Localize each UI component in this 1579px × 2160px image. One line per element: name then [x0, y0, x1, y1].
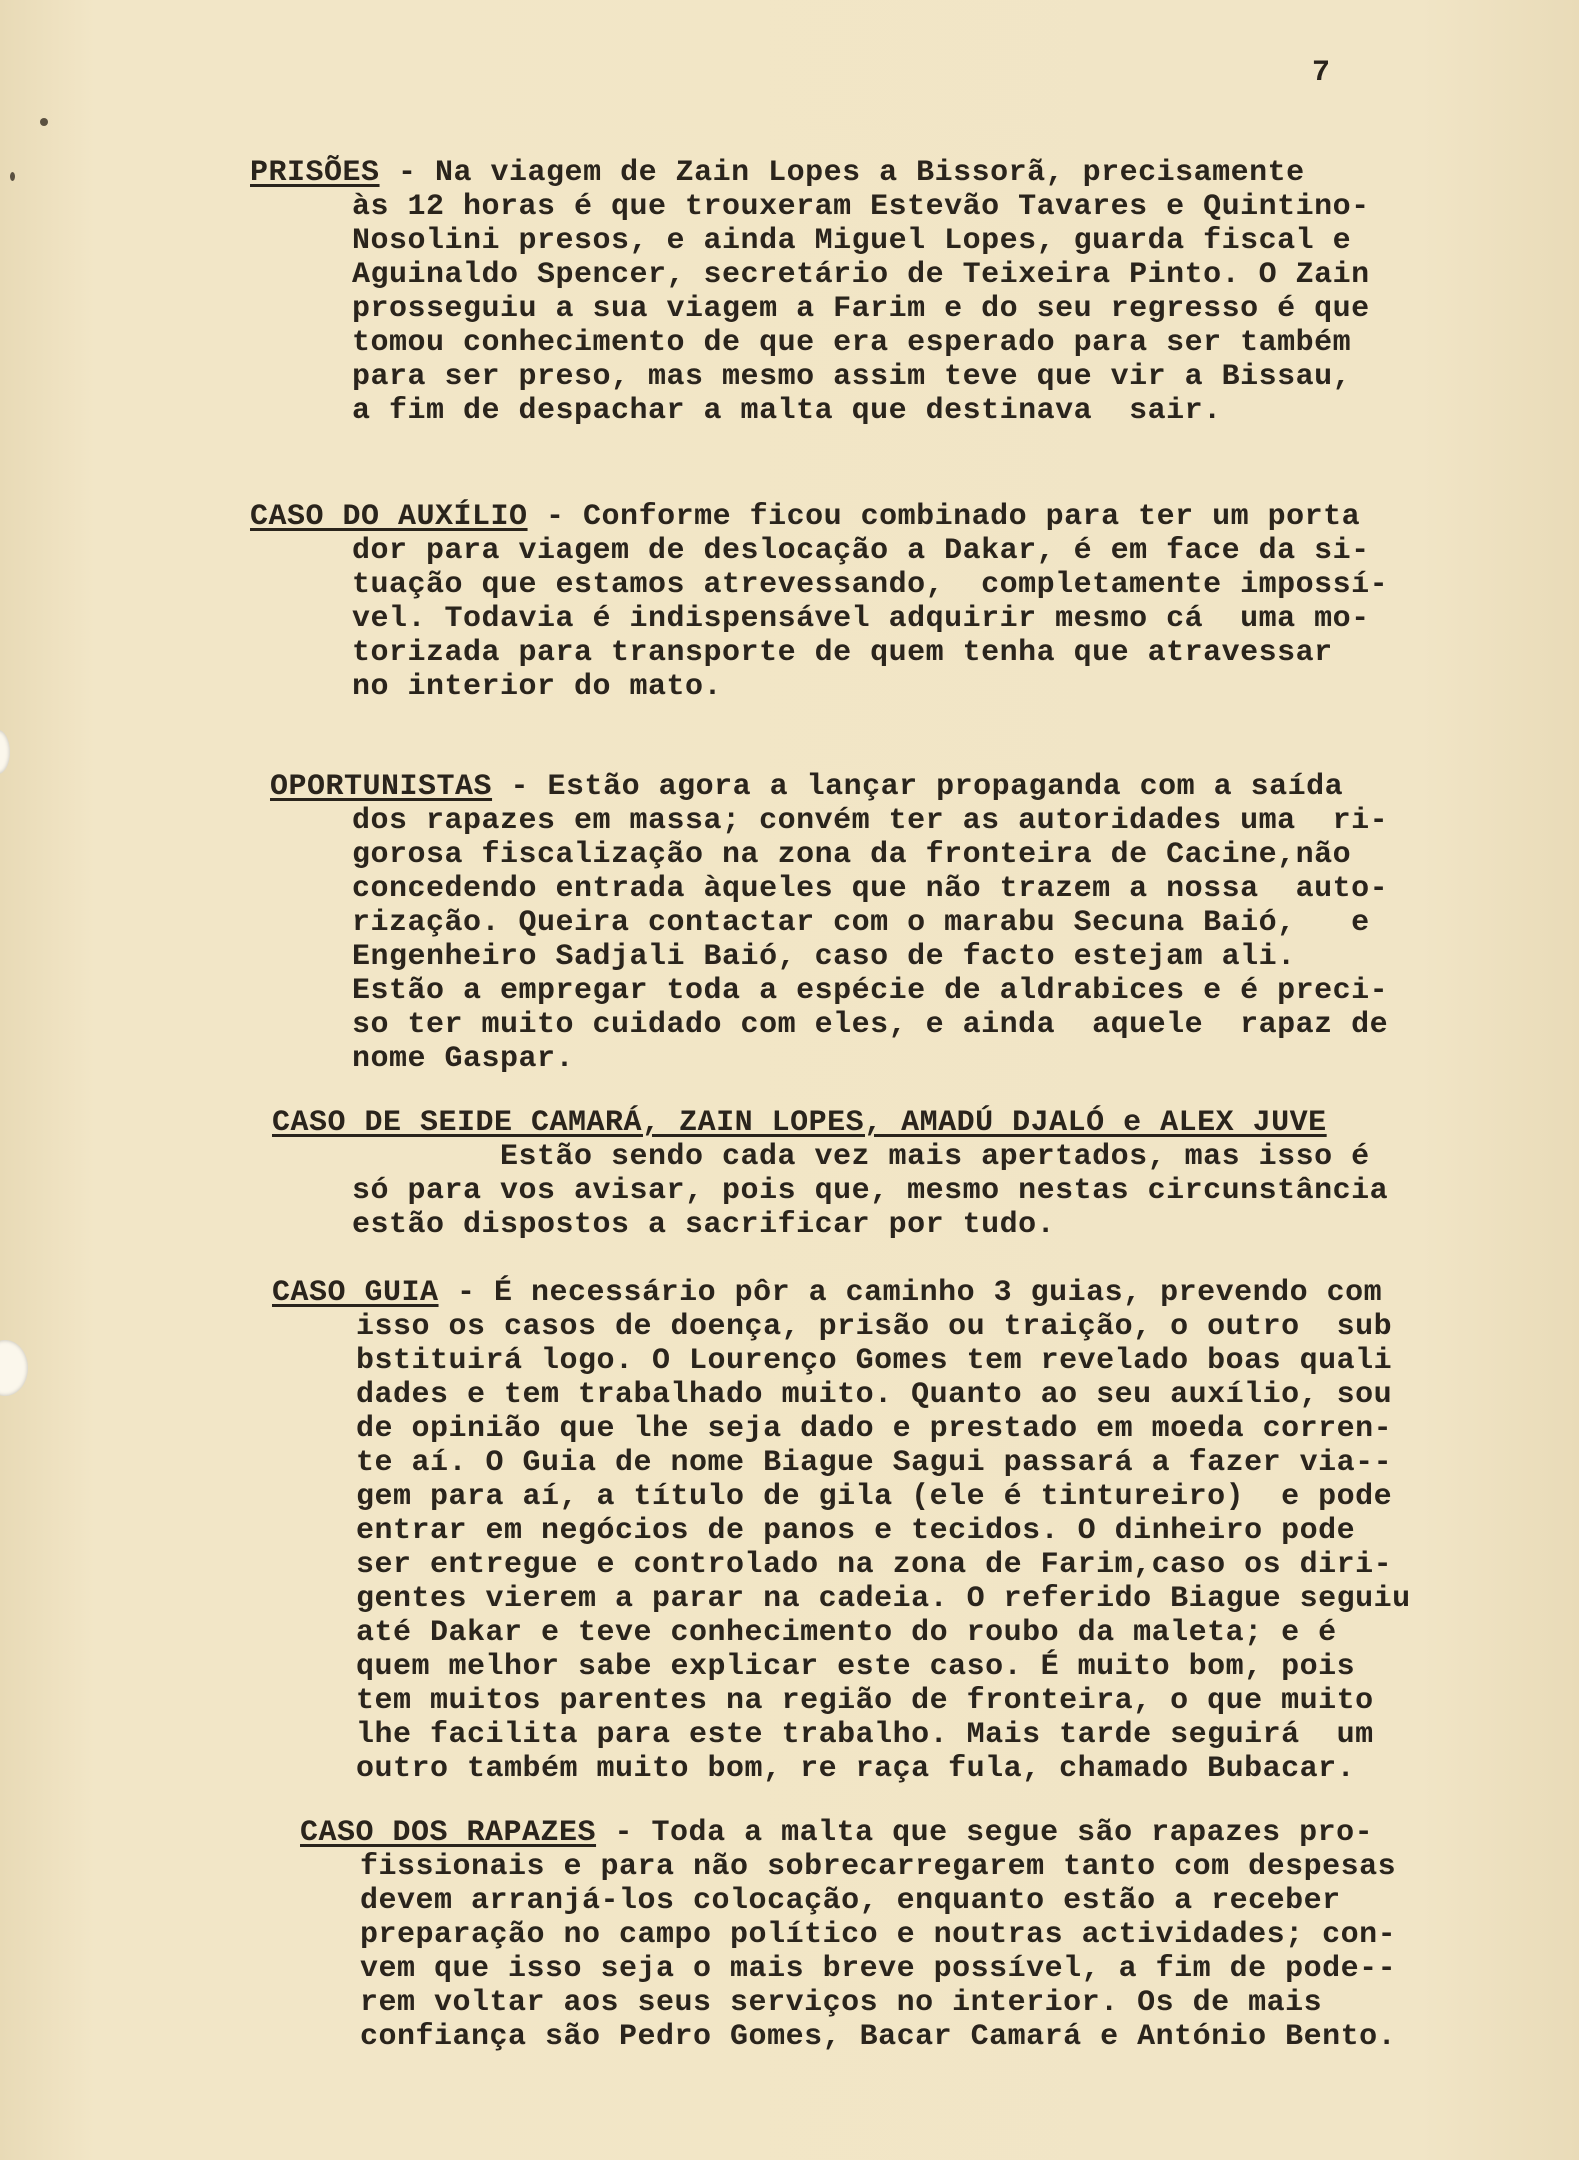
section-text-line: rização. Queira contactar com o marabu Secuna Baió, e — [352, 906, 1370, 940]
section-first-line — [250, 500, 1360, 534]
section-first-line — [272, 1276, 1382, 1310]
page-number: 7 — [1312, 56, 1331, 90]
section-first-line — [270, 770, 1343, 804]
section-text-line: entrar em negócios de panos e tecidos. O dinheiro pode — [356, 1514, 1356, 1548]
section-text-line: concedendo entrada àqueles que não trazem a nossa auto- — [352, 872, 1389, 906]
section-text-line: dades e tem trabalhado muito. Quanto ao seu auxílio, sou — [356, 1378, 1393, 1412]
section-text-line: devem arranjá-los colocação, enquanto estão a receber — [360, 1884, 1341, 1918]
section-text-line: Nosolini presos, e ainda Miguel Lopes, guarda fiscal e — [352, 224, 1352, 258]
section-text-line: tuação que estamos atrevessando, completamente impossí- — [352, 568, 1389, 602]
section-text-line: te aí. O Guia de nome Biague Sagui passará a fazer via-- — [356, 1446, 1393, 1480]
section-text-line: - Estão agora a lançar propaganda com a saída — [492, 770, 1344, 804]
section-text-line: quem melhor sabe explicar este caso. É muito bom, pois — [356, 1650, 1356, 1684]
ink-speck — [40, 118, 48, 126]
section-text-line: tomou conhecimento de que era esperado para ser também — [352, 326, 1352, 360]
section-text-line: gem para aí, a título de gila (ele é tintureiro) e pode — [356, 1480, 1393, 1514]
punch-hole-mark — [0, 1340, 28, 1396]
section-oportunistas-body — [352, 804, 1388, 1076]
section-text-line: - Toda a malta que segue são rapazes pro- — [596, 1816, 1374, 1850]
section-heading: CASO GUIA — [272, 1276, 439, 1310]
section-oportunistas — [270, 770, 1343, 804]
section-text-line: às 12 horas é que trouxeram Estevão Tavares e Quintino- — [352, 190, 1370, 224]
section-text-line: no interior do mato. — [352, 670, 723, 704]
section-first-line — [300, 1816, 1373, 1850]
section-text-line: bstituirá logo. O Lourenço Gomes tem revelado boas quali — [356, 1344, 1393, 1378]
section-text-line: preparação no campo político e noutras actividades; con- — [360, 1918, 1397, 1952]
section-text-line: Aguinaldo Spencer, secretário de Teixeira Pinto. O Zain — [352, 258, 1370, 292]
section-caso-guia — [272, 1276, 1382, 1310]
section-text-line: prosseguiu a sua viagem a Farim e do seu regresso é que — [352, 292, 1370, 326]
section-heading: CASO DO AUXÍLIO — [250, 500, 528, 534]
section-caso-guia-body — [356, 1310, 1411, 1786]
section-heading: PRISÕES — [250, 156, 380, 190]
section-text-line: vem que isso seja o mais breve possível, a fim de pode-- — [360, 1952, 1397, 1986]
section-caso-de-seide-camara-body — [352, 1140, 1388, 1242]
section-prisoes — [250, 156, 1305, 190]
section-text-line: outro também muito bom, re raça fula, chamado Bubacar. — [356, 1752, 1356, 1786]
section-caso-do-auxilio-body — [352, 534, 1388, 704]
section-text-line: ser entregue e controlado na zona de Farim,caso os diri- — [356, 1548, 1393, 1582]
section-caso-dos-rapazes — [300, 1816, 1373, 1850]
ink-speck — [10, 172, 15, 181]
section-text-line: - Na viagem de Zain Lopes a Bissorã, precisamente — [379, 156, 1305, 190]
section-text-line: - É necessário pôr a caminho 3 guias, prevendo com — [438, 1276, 1383, 1310]
section-text-line: a fim de despachar a malta que destinava sair. — [352, 394, 1222, 428]
section-text-line: Estão a empregar toda a espécie de aldrabices e é preci- — [352, 974, 1389, 1008]
section-heading: CASO DOS RAPAZES — [300, 1816, 597, 1850]
section-text-line: - Conforme ficou combinado para ter um porta — [527, 500, 1361, 534]
section-text-line: até Dakar e teve conhecimento do roubo da maleta; e é — [356, 1616, 1337, 1650]
section-text-line: isso os casos de doença, prisão ou traição, o outro sub — [356, 1310, 1393, 1344]
section-text-line: tem muitos parentes na região de fronteira, o que muito — [356, 1684, 1374, 1718]
section-heading: CASO DE SEIDE CAMARÁ, ZAIN LOPES, AMADÚ DJALÓ e ALEX JUVE — [272, 1106, 1327, 1140]
section-text-line: gorosa fiscalização na zona da fronteira de Cacine,não — [352, 838, 1352, 872]
section-text-line: fissionais e para não sobrecarregarem tanto com despesas — [360, 1850, 1397, 1884]
section-text-line: lhe facilita para este trabalho. Mais tarde seguirá um — [356, 1718, 1374, 1752]
section-caso-do-auxilio — [250, 500, 1360, 534]
section-text-line: so ter muito cuidado com eles, e ainda aquele rapaz de — [352, 1008, 1389, 1042]
section-text-line: dor para viagem de deslocação a Dakar, é em face da si- — [352, 534, 1370, 568]
section-text-line: Estão sendo cada vez mais apertados, mas isso é — [500, 1140, 1370, 1174]
section-text-line: vel. Todavia é indispensável adquirir mesmo cá uma mo- — [352, 602, 1370, 636]
section-first-line — [250, 156, 1305, 190]
section-text-line: para ser preso, mas mesmo assim teve que vir a Bissau, — [352, 360, 1352, 394]
section-caso-dos-rapazes-body — [360, 1850, 1396, 2054]
section-caso-de-seide-camara — [272, 1106, 1327, 1140]
section-text-line: só para vos avisar, pois que, mesmo nestas circunstância — [352, 1174, 1389, 1208]
section-text-line: Engenheiro Sadjali Baió, caso de facto estejam ali. — [352, 940, 1296, 974]
section-text-line: confiança são Pedro Gomes, Bacar Camará e António Bento. — [360, 2020, 1397, 2054]
section-text-line: de opinião que lhe seja dado e prestado em moeda corren- — [356, 1412, 1393, 1446]
section-text-line: torizada para transporte de quem tenha que atravessar — [352, 636, 1333, 670]
section-text-line: nome Gaspar. — [352, 1042, 575, 1076]
punch-hole-mark — [0, 730, 10, 774]
section-text-line: gentes vierem a parar na cadeia. O referido Biague seguiu — [356, 1582, 1411, 1616]
section-text-line: rem voltar aos seus serviços no interior. Os de mais — [360, 1986, 1323, 2020]
section-prisoes-body — [352, 190, 1370, 428]
section-text-line: dos rapazes em massa; convém ter as autoridades uma ri- — [352, 804, 1389, 838]
section-heading: OPORTUNISTAS — [270, 770, 493, 804]
section-text-line: estão dispostos a sacrificar por tudo. — [352, 1208, 1056, 1242]
